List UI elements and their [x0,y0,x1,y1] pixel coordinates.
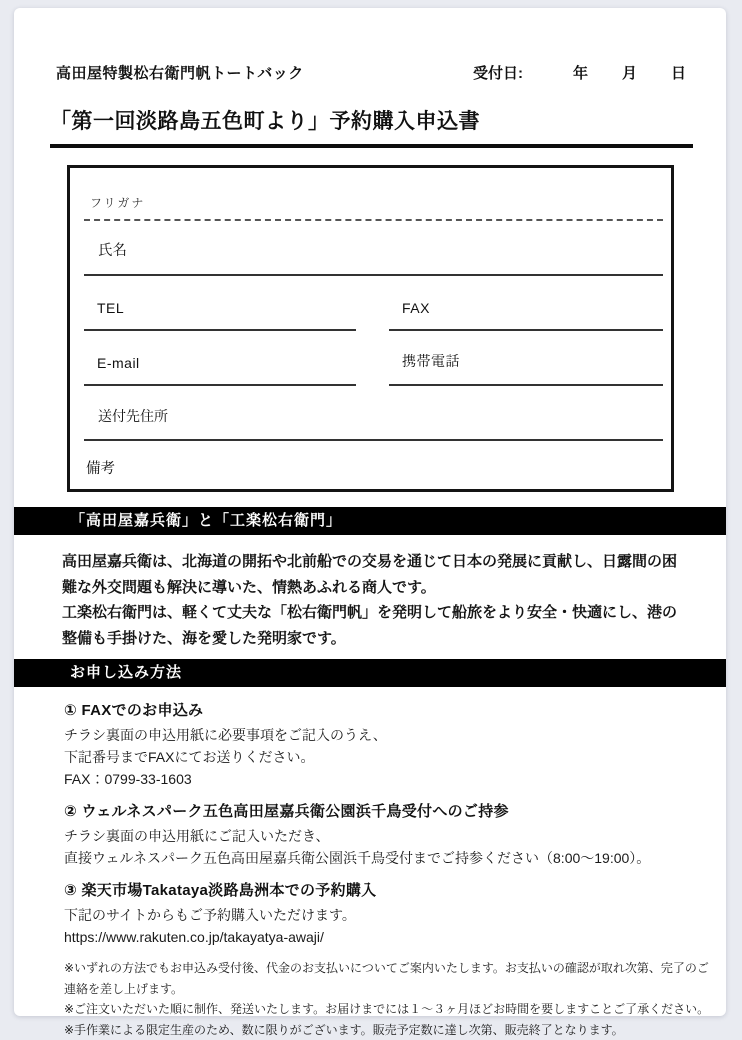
method-fax [64,699,696,790]
page-title: 「第一回淡路島五色町より」予約購入申込書 [50,105,690,135]
reception-year-label: 年 [573,62,588,83]
email-mobile-row [84,331,663,386]
fax-number: FAX：0799-33-1603 [64,768,696,790]
method-rakuten-line: 下記のサイトからもご予約購入いただけます。 [64,904,696,926]
fax-label: FAX [402,300,430,316]
address-field[interactable] [84,386,663,441]
methods-list [64,699,696,948]
method-fax-line: チラシ裏面の申込用紙に必要事項をご記入のうえ、 [64,724,696,746]
email-field[interactable] [84,331,356,386]
rakuten-url: https://www.rakuten.co.jp/takayatya-awaji/ [64,926,696,948]
method-visit-title: ② ウェルネスパーク五色高田屋嘉兵衛公園浜千鳥受付へのご持参 [64,800,696,821]
method-visit [64,800,696,869]
method-visit-line: 直接ウェルネスパーク五色高田屋嘉兵衛公園浜千鳥受付までご持参ください（8:00〜19:00）。 [64,847,696,869]
reception-day-label: 日 [671,62,686,83]
email-label: E-mail [97,355,140,371]
about-text [62,549,686,651]
order-form-box [67,165,674,492]
name-field[interactable] [84,221,663,276]
furigana-field[interactable] [84,168,663,221]
note-line: ※手作業による限定生産のため、数に限りがございます。販売予定数に達し次第、販売終了となります。 [64,1020,718,1040]
method-fax-title: ① FAXでのお申込み [64,699,696,720]
remarks-label: 備考 [86,457,115,478]
flyer-page [14,8,726,1016]
tel-fax-row [84,276,663,331]
reception-date-label: 受付日: [473,62,523,83]
header-row [56,62,686,83]
note-line: ※ご注文いただいた順に制作、発送いたします。お届けまでには１〜３ヶ月ほどお時間を要しますことご了承ください。 [64,999,718,1020]
method-rakuten-title: ③ 楽天市場Takataya淡路島洲本での予約購入 [64,879,696,900]
reception-month-label: 月 [622,62,637,83]
title-divider [50,144,693,148]
about-line: 工楽松右衛門は、軽くて丈夫な「松右衛門帆」を発明して船旅をより安全・快適にし、港の整備も手掛けた、海を愛した発明家です。 [62,600,686,651]
mobile-field[interactable] [389,331,663,386]
section-banner-about: 「高田屋嘉兵衛」と「工楽松右衛門」 [14,507,726,535]
address-label: 送付先住所 [98,406,168,426]
reception-date [473,62,686,83]
method-rakuten [64,879,696,948]
method-fax-line: 下記番号までFAXにてお送りください。 [64,746,696,768]
remarks-field[interactable] [70,441,671,489]
section-banner-apply: お申し込み方法 [14,659,726,687]
fax-field[interactable] [389,276,663,331]
method-visit-line: チラシ裏面の申込用紙にご記入いただき、 [64,825,696,847]
furigana-label: フリガナ [90,194,145,211]
mobile-label: 携帯電話 [402,351,460,371]
about-line: 高田屋嘉兵衛は、北海道の開拓や北前船での交易を通じて日本の発展に貢献し、日露間の困難な外交問題も解決に導いた、情熱あふれる商人です。 [62,549,686,600]
name-label: 氏名 [98,239,127,260]
tel-label: TEL [97,300,124,316]
footer-notes [64,958,718,1040]
product-title: 高田屋特製松右衛門帆トートバック [56,62,304,83]
tel-field[interactable] [84,276,356,331]
note-line: ※いずれの方法でもお申込み受付後、代金のお支払いについてご案内いたします。お支払いの確認が取れ次第、完了のご連絡を差し上げます。 [64,958,718,999]
